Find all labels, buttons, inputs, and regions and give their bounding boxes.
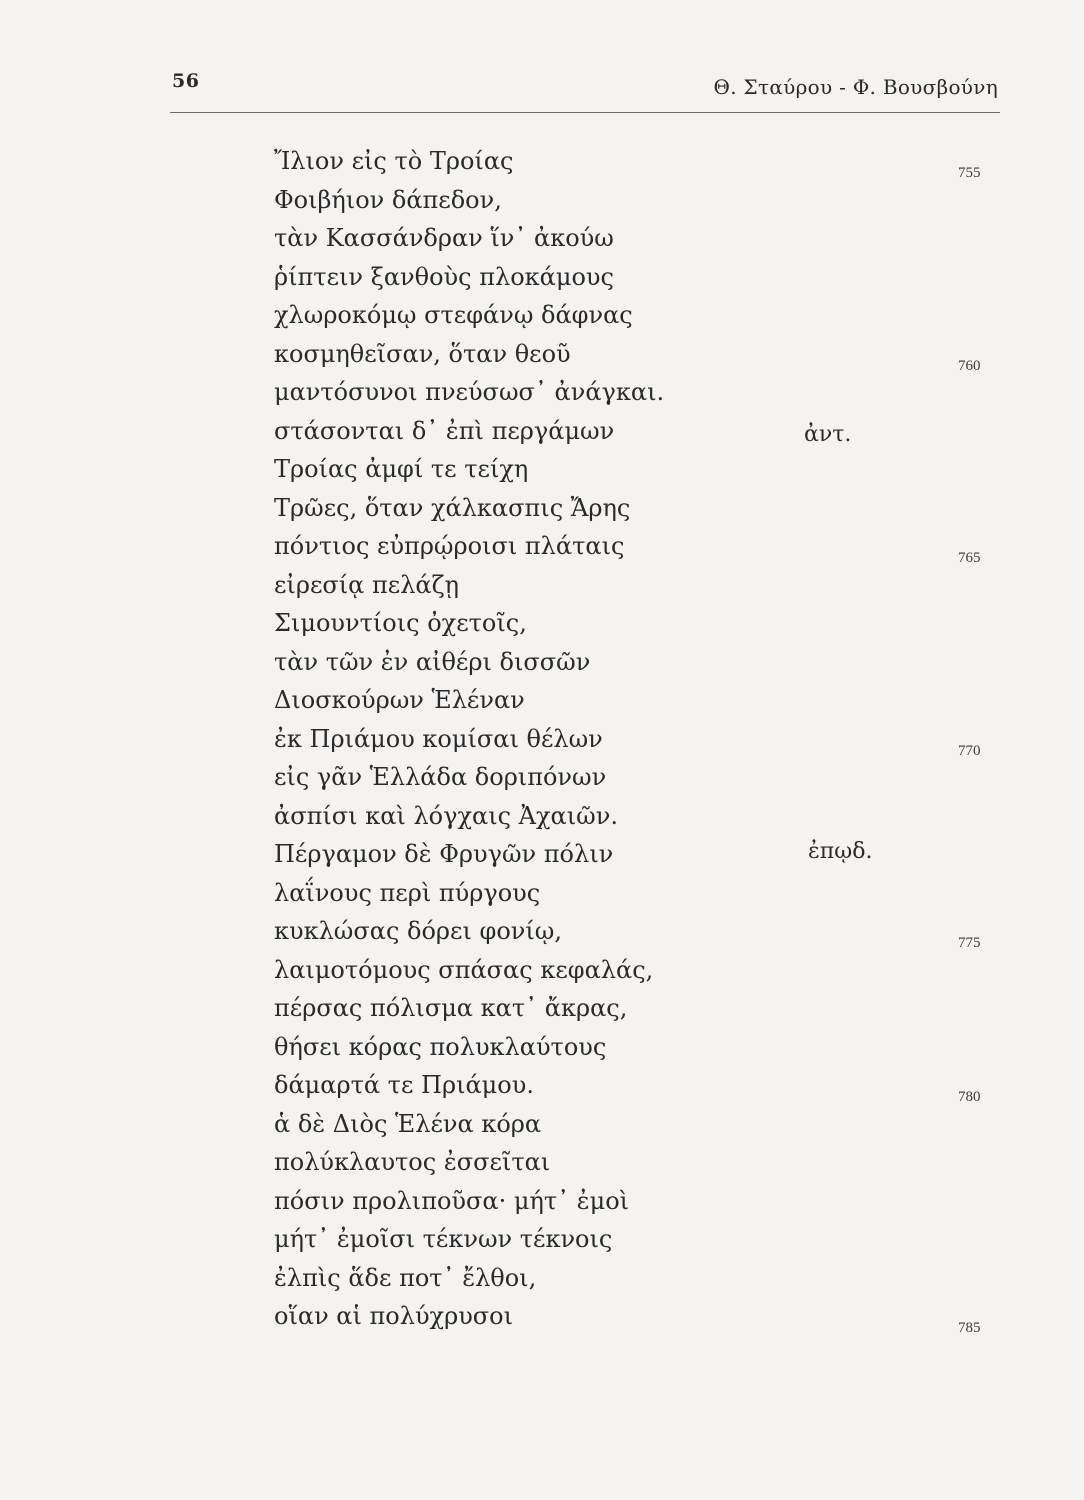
line-number: 775 xyxy=(958,935,981,951)
verse-text: πόντιος εὐπρῴροισι πλάταις xyxy=(274,532,625,560)
line-number: 785 xyxy=(958,1320,981,1336)
verse-text: εἰς γᾶν Ἑλλάδα δοριπόνων xyxy=(274,763,607,791)
verse-text: Πέργαμον δὲ Φρυγῶν πόλιν xyxy=(274,840,614,868)
verse-text: κοσμηθεῖσαν, ὅταν θεοῦ xyxy=(274,339,571,368)
verse-text: ἐλπὶς ἅδε ποτ᾽ ἔλθοι, xyxy=(274,1263,537,1292)
verse-text: Τροίας ἀμφί τε τείχη xyxy=(274,455,529,483)
verse-text: Ἴλιον εἰς τὸ Τροίας xyxy=(274,147,514,175)
verse-line xyxy=(274,989,1014,1028)
verse-line xyxy=(274,951,1014,990)
verse-text: θήσει κόρας πολυκλαύτους xyxy=(274,1032,607,1061)
verse-line xyxy=(274,296,1014,335)
line-number: 755 xyxy=(958,165,981,181)
verse-line xyxy=(274,1182,1014,1221)
verse-text: λαιμοτόμους σπάσας κεφαλάς, xyxy=(274,955,654,984)
verse-line xyxy=(274,219,1014,258)
verse-line xyxy=(274,1066,1014,1105)
verse-text: Διοσκούρων Ἑλέναν xyxy=(274,686,525,714)
verse-line xyxy=(274,835,1014,874)
verse-line xyxy=(274,874,1014,913)
verse-line xyxy=(274,643,1014,682)
verse-line xyxy=(274,1259,1014,1298)
verse-text: πέρσας πόλισμα κατ᾽ ἄκρας, xyxy=(274,994,628,1022)
line-number: 760 xyxy=(958,357,981,374)
verse-text: χλωροκόμῳ στεφάνῳ δάφνας xyxy=(274,301,633,329)
verse-line xyxy=(274,681,1014,720)
verse-line xyxy=(274,758,1014,797)
verse-block xyxy=(274,142,1014,1336)
verse-line xyxy=(274,489,1014,528)
line-number: 770 xyxy=(958,742,981,759)
verse-text: ἐκ Πριάμου κομίσαι θέλων xyxy=(274,724,603,753)
verse-line xyxy=(274,1297,1014,1336)
strophe-mark: ἀντ. xyxy=(804,421,852,447)
verse-line xyxy=(274,797,1014,836)
verse-text: Τρῶες, ὅταν χάλκασπις Ἄρης xyxy=(274,493,631,522)
verse-text: τὰν Κασσάνδραν ἵν᾽ ἀκούω xyxy=(274,224,614,252)
verse-line xyxy=(274,258,1014,297)
running-head: Θ. Σταύρου - Φ. Βουσβούνη xyxy=(713,75,998,99)
header-rule xyxy=(170,112,1000,113)
line-number: 780 xyxy=(958,1089,981,1105)
line-number: 765 xyxy=(958,550,981,566)
verse-text: στάσονται δ᾽ ἐπὶ περγάμων xyxy=(274,416,615,445)
verse-text: πόσιν προλιποῦσα· μήτ᾽ ἐμοὶ xyxy=(274,1186,630,1215)
verse-line xyxy=(274,1028,1014,1067)
verse-text: ἀσπίσι καὶ λόγχαις Ἀχαιῶν. xyxy=(274,801,618,830)
verse-line xyxy=(274,373,1014,412)
verse-text: δάμαρτά τε Πριάμου. xyxy=(274,1071,534,1099)
verse-line xyxy=(274,1143,1014,1182)
verse-text: Φοιβήιον δάπεδον, xyxy=(274,185,502,214)
verse-text: λαΐνους περὶ πύργους xyxy=(274,878,541,907)
verse-line xyxy=(274,527,1014,566)
verse-line xyxy=(274,335,1014,374)
verse-line xyxy=(274,142,1014,181)
verse-text: κυκλώσας δόρει φονίῳ, xyxy=(274,917,562,945)
verse-line xyxy=(274,450,1014,489)
verse-text: ἁ δὲ Διὸς Ἑλένα κόρα xyxy=(274,1109,542,1138)
verse-line xyxy=(274,1105,1014,1144)
verse-line xyxy=(274,566,1014,605)
verse-line xyxy=(274,604,1014,643)
verse-line xyxy=(274,720,1014,759)
verse-text: οἵαν αἱ πολύχρυσοι xyxy=(274,1302,514,1330)
strophe-mark: ἐπῳδ. xyxy=(808,839,873,864)
verse-text: μήτ᾽ ἐμοῖσι τέκνων τέκνοις xyxy=(274,1225,613,1253)
verse-line xyxy=(274,181,1014,220)
verse-text: μαντόσυνοι πνεύσωσ᾽ ἀνάγκαι. xyxy=(274,378,665,406)
verse-line xyxy=(274,412,1014,451)
page-number: 56 xyxy=(172,70,200,92)
verse-text: Σιμουντίοις ὀχετοῖς, xyxy=(274,609,527,637)
verse-line xyxy=(274,912,1014,951)
verse-text: πολύκλαυτος ἐσσεῖται xyxy=(274,1148,551,1176)
verse-line xyxy=(274,1220,1014,1259)
verse-text: εἰρεσίᾳ πελάζῃ xyxy=(274,570,460,599)
verse-text: τὰν τῶν ἐν αἰθέρι δισσῶν xyxy=(274,647,591,676)
verse-text: ῥίπτειν ξανθοὺς πλοκάμους xyxy=(274,262,614,291)
